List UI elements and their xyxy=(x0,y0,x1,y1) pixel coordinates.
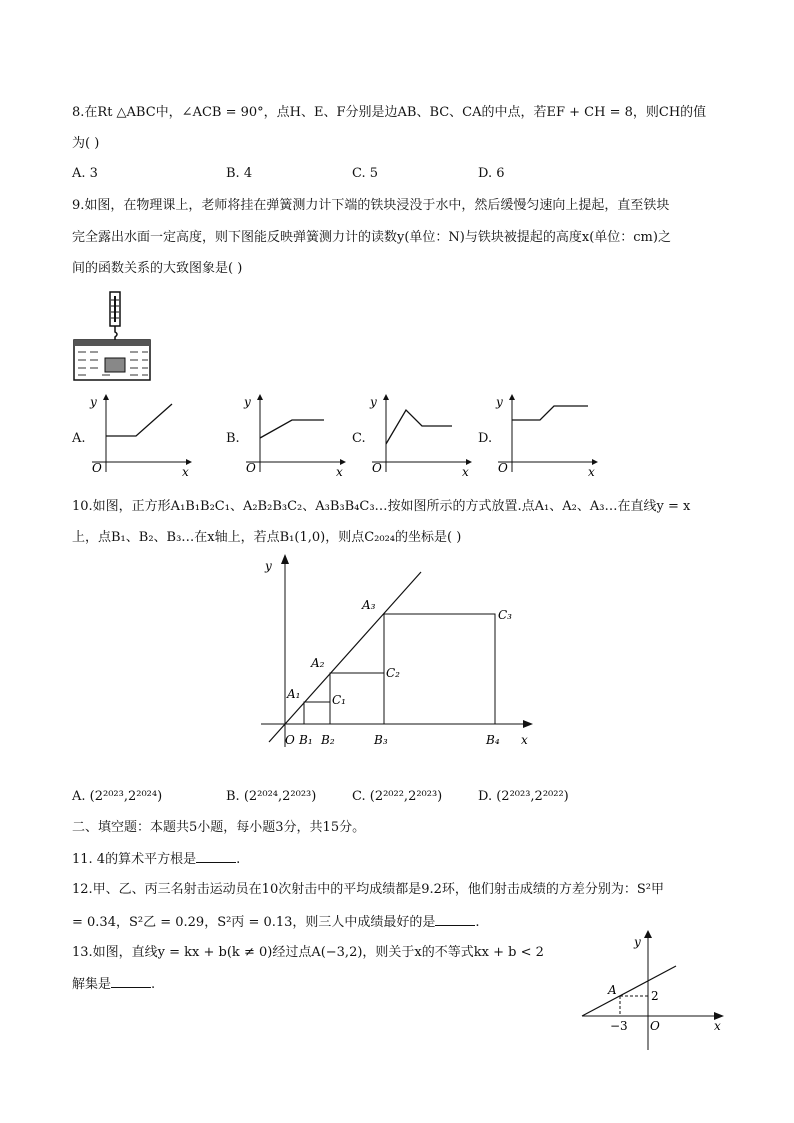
q9a-x: x xyxy=(182,465,189,478)
q9b-y: y xyxy=(244,395,251,409)
q13-tail: . xyxy=(151,977,156,992)
q9d-y: y xyxy=(496,395,503,409)
q9-graph-b xyxy=(226,392,348,478)
q13-line1: 13.如图，直线y = kx + b(k ≠ 0)经过点A(−3,2)，则关于x的不等式kx + b < 2 xyxy=(72,945,544,960)
q13-x: x xyxy=(714,1019,721,1033)
q12-tail: . xyxy=(475,915,480,930)
q10-b1: B₁ xyxy=(299,733,313,747)
q9-line3: 间的函数关系的大致图象是( ) xyxy=(72,261,243,276)
q13-answer-blank xyxy=(111,975,151,988)
q13-neg3: −3 xyxy=(610,1019,628,1033)
q13-a: A xyxy=(608,983,617,997)
q10-option-a: A. (2²⁰²³,2²⁰²⁴) xyxy=(72,789,163,804)
q8-option-c: C. 5 xyxy=(352,166,379,181)
q8-option-a: A. 3 xyxy=(72,166,98,181)
q9-graph-c xyxy=(352,392,474,478)
q11-tail: . xyxy=(236,852,241,867)
q11 xyxy=(72,850,240,869)
q9-graph-a xyxy=(72,392,194,478)
q12-line2-wrap xyxy=(72,913,480,932)
q9b-o: O xyxy=(246,461,256,475)
q10-b3: B₃ xyxy=(374,733,388,747)
q9b-x: x xyxy=(336,465,343,478)
q13-o: O xyxy=(650,1019,660,1033)
spring-scale-figure xyxy=(72,290,152,384)
q10-b4: B₄ xyxy=(486,733,500,747)
q10-c1: C₁ xyxy=(332,693,346,707)
q13-y: y xyxy=(634,935,641,949)
q10-option-c: C. (2²⁰²²,2²⁰²³) xyxy=(352,789,443,804)
q8-option-d: D. 6 xyxy=(478,166,505,181)
q9-graph-d-label: D. xyxy=(478,431,493,446)
q9c-y: y xyxy=(370,395,377,409)
q10-line1: 10.如图，正方形A₁B₁B₂C₁、A₂B₂B₃C₂、A₃B₃B₄C₃…按如图所示的方式放置.点A₁、A₂、A₃…在直线y = x xyxy=(72,499,691,514)
q9c-x: x xyxy=(462,465,469,478)
q10-c3: C₃ xyxy=(498,608,512,622)
q10-x: x xyxy=(521,733,528,747)
q10-squares-figure xyxy=(255,552,545,754)
q10-option-d: D. (2²⁰²³,2²⁰²²) xyxy=(478,789,569,804)
q9d-o: O xyxy=(498,461,508,475)
q8-line2: 为( ) xyxy=(72,136,100,151)
q13-line2-wrap xyxy=(72,975,155,994)
q9d-x: x xyxy=(588,465,595,478)
q9a-o: O xyxy=(92,461,102,475)
q12-answer-blank xyxy=(435,913,475,926)
q10-o: O xyxy=(285,733,295,747)
q11-text: 11. 4的算术平方根是 xyxy=(72,852,197,867)
q10-b2: B₂ xyxy=(321,733,335,747)
q10-option-b: B. (2²⁰²⁴,2²⁰²³) xyxy=(226,789,317,804)
q11-answer-blank xyxy=(196,850,236,863)
q10-line2: 上，点B₁、B₂、B₃…在x轴上，若点B₁(1,0)，则点C₂₀₂₄的坐标是( ) xyxy=(72,530,462,545)
q9-graph-b-label: B. xyxy=(226,431,240,446)
q9c-o: O xyxy=(372,461,382,475)
q8-line1: 8.在Rt △ABC中，∠ACB = 90°，点H、E、F分别是边AB、BC、CA的中点，若EF + CH = 8，则CH的值 xyxy=(72,105,707,120)
q10-c2: C₂ xyxy=(386,666,400,680)
q9-graph-c-label: C. xyxy=(352,431,366,446)
q9-line1: 9.如图，在物理课上，老师将挂在弹簧测力计下端的铁块浸没于水中，然后缓慢匀速向上提起，直至铁块 xyxy=(72,198,670,213)
q10-a2: A₂ xyxy=(311,656,325,670)
q9-graph-d xyxy=(478,392,600,478)
q12-line1: 12.甲、乙、丙三名射击运动员在10次射击中的平均成绩都是9.2环，他们射击成绩的方差分别为：S²甲 xyxy=(72,882,665,897)
section2-heading: 二、填空题：本题共5小题，每小题3分，共15分。 xyxy=(72,820,366,835)
q10-y: y xyxy=(265,559,272,573)
q10-a1: A₁ xyxy=(287,687,301,701)
q9-line2: 完全露出水面一定高度，则下图能反映弹簧测力计的读数y(单位：N)与铁块被提起的高度x(单位：cm)之 xyxy=(72,230,671,245)
q13-line-figure xyxy=(578,928,728,1054)
q12-line2: = 0.34，S²乙 = 0.29，S²丙 = 0.13，则三人中成绩最好的是 xyxy=(72,915,436,930)
q8-option-b: B. 4 xyxy=(226,166,253,181)
q9a-y: y xyxy=(90,395,97,409)
q10-a3: A₃ xyxy=(362,598,376,612)
q13-line2: 解集是 xyxy=(72,977,112,992)
q9-graph-a-label: A. xyxy=(72,431,86,446)
q13-two: 2 xyxy=(651,989,659,1003)
